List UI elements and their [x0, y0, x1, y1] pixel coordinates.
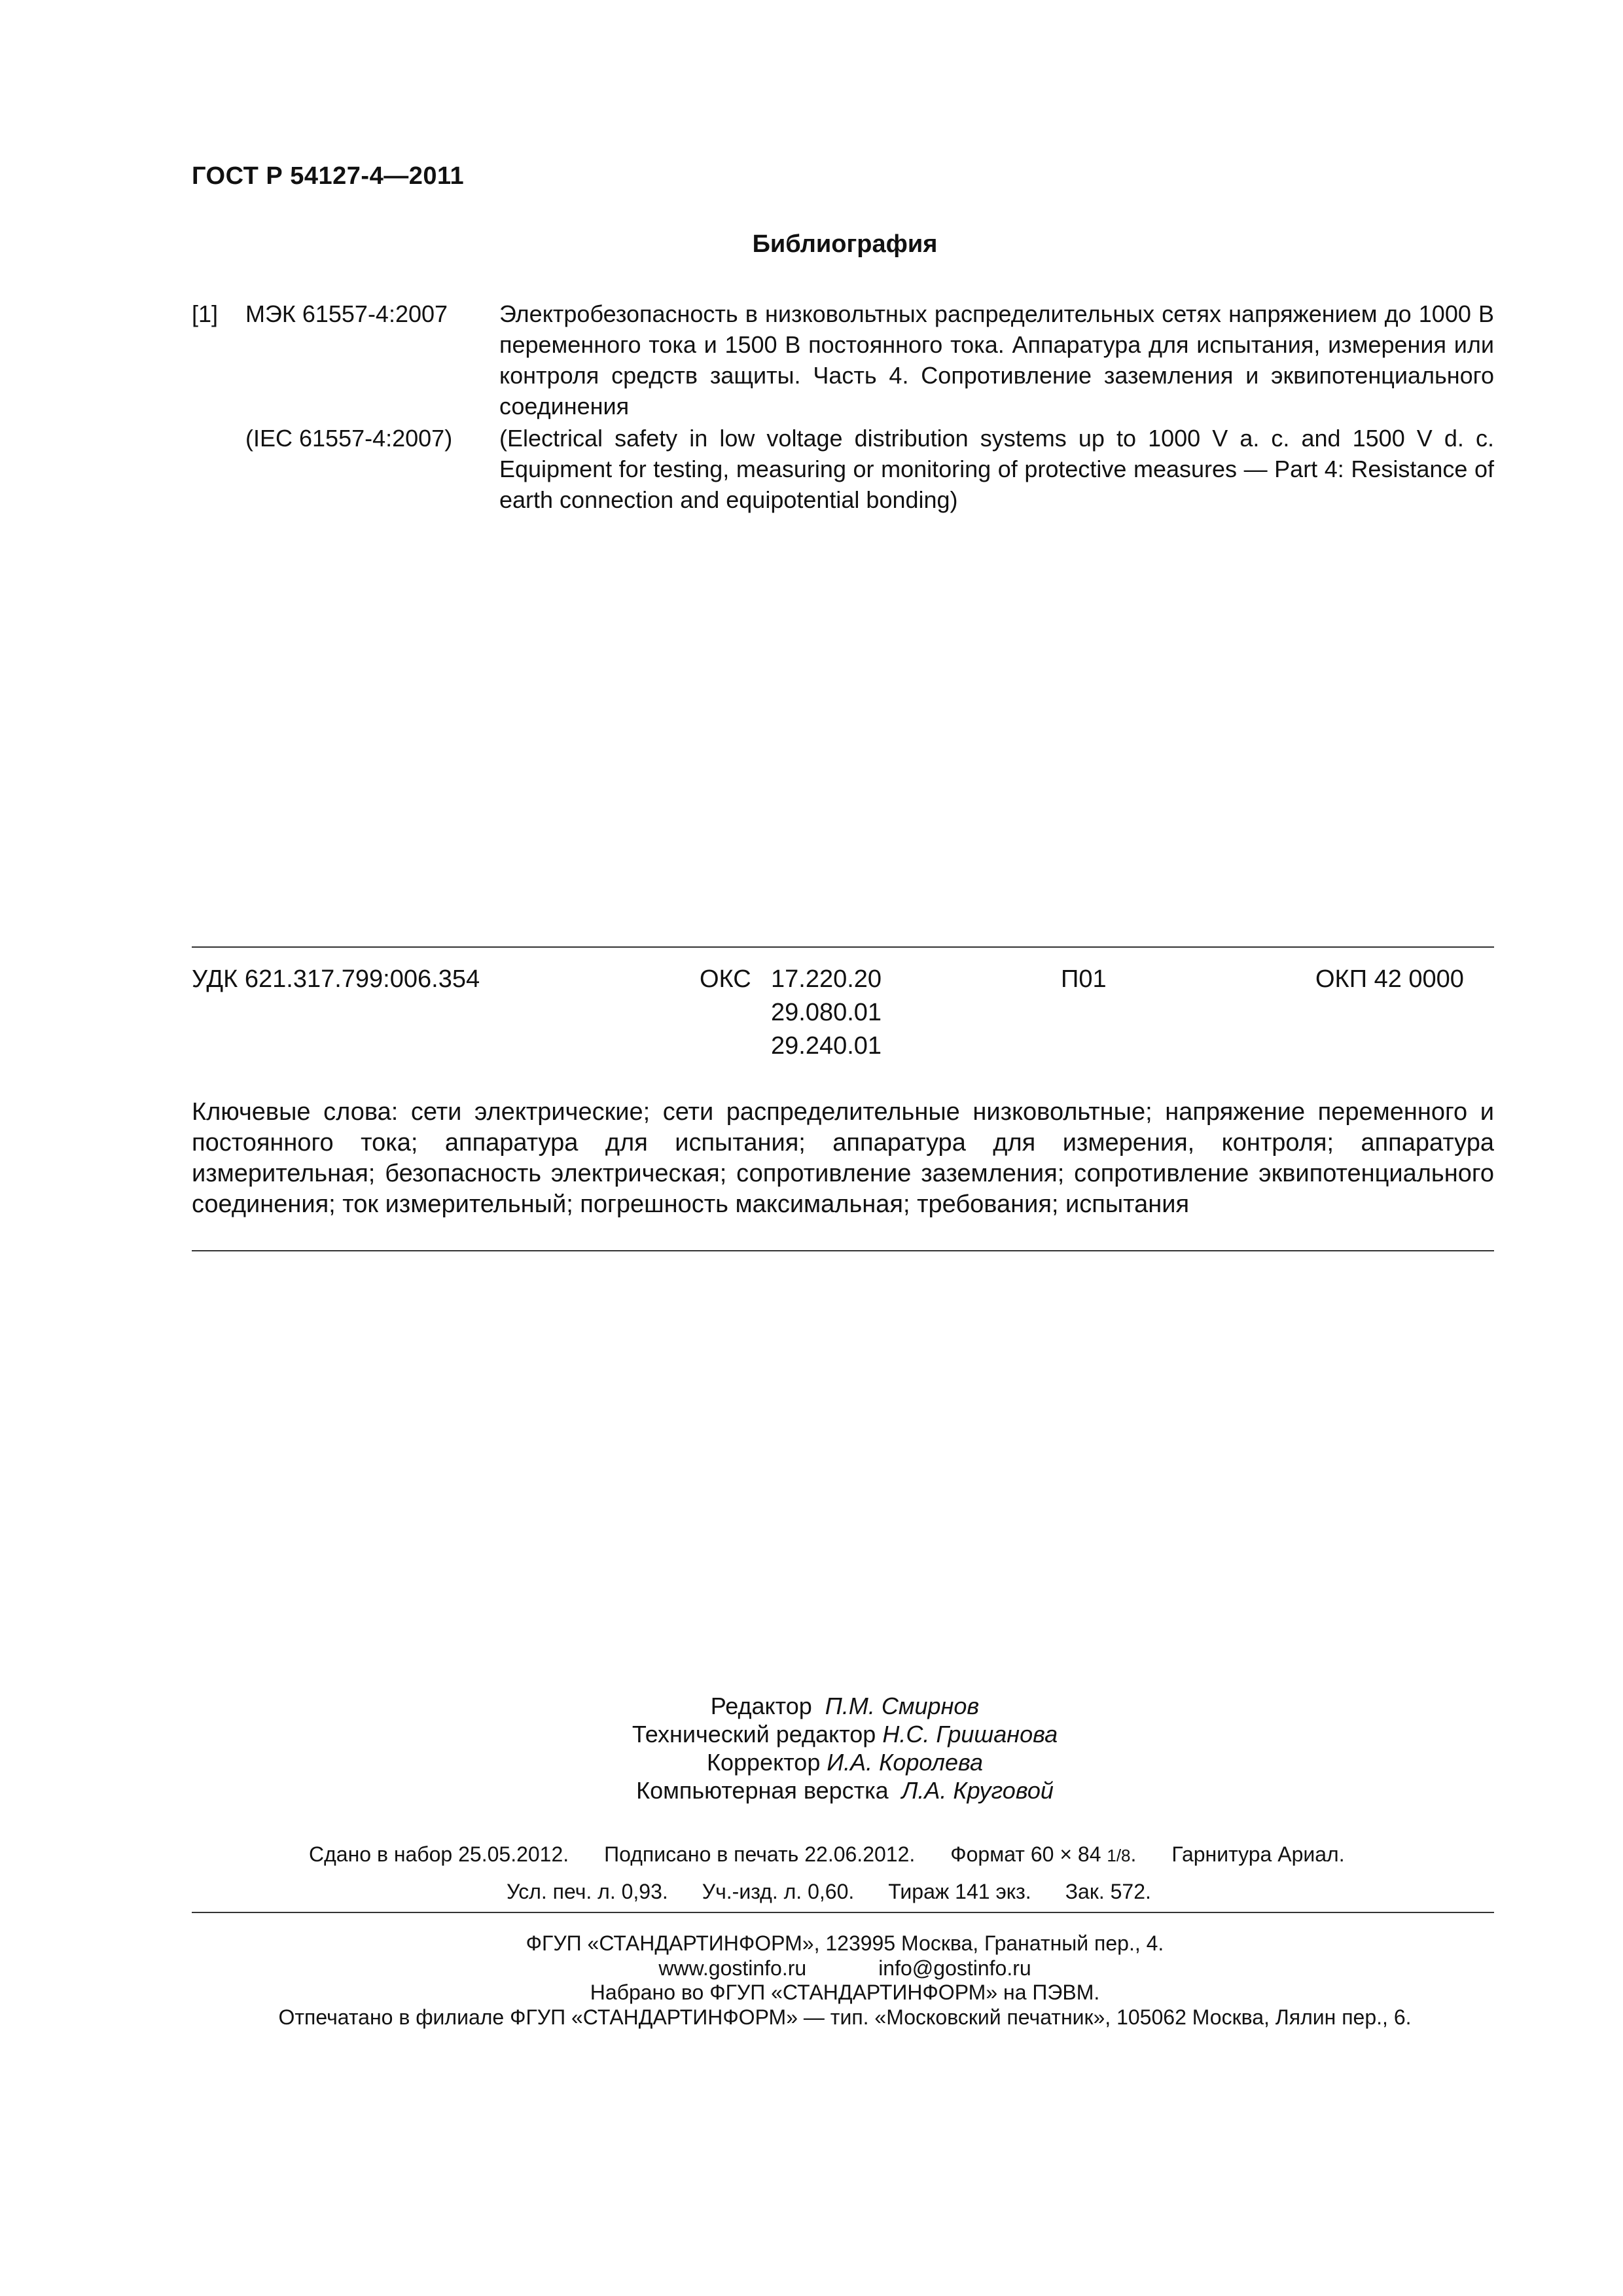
- credit-role: Редактор: [710, 1693, 812, 1719]
- usl-pech: Усл. печ. л. 0,93.: [507, 1880, 668, 1903]
- udk-code: УДК 621.317.799:006.354: [192, 965, 480, 993]
- divider: [192, 1912, 1494, 1913]
- divider: [192, 946, 1494, 948]
- oks-code: 29.240.01: [771, 1032, 882, 1060]
- credits: [0, 1692, 1623, 1804]
- oks-codes: [771, 963, 882, 1063]
- publisher-contacts: [0, 1956, 1623, 1981]
- keywords: Ключевые слова: сети электрические; сети распределительные низковольтные; напряжение переменного и постоянного тока; аппаратура для испытания; аппаратура для измерения, контроля; аппаратура измерительная; безопасность электрическая; сопротивление заземления; сопротивление эквипотенциального соединения; ток измерительный; погрешность максимальная; требования; испытания: [192, 1098, 1494, 1218]
- okp-code: ОКП 42 0000: [1315, 965, 1464, 993]
- zak: Зак. 572.: [1065, 1880, 1151, 1903]
- oks-label: ОКС: [700, 965, 751, 993]
- signed-date: Подписано в печать 22.06.2012.: [604, 1842, 916, 1866]
- credit-role: Компьютерная верстка: [636, 1777, 889, 1804]
- oks-code: 17.220.20: [771, 965, 882, 993]
- format-fraction: 1/8: [1107, 1846, 1131, 1865]
- credit-line: [0, 1692, 1623, 1720]
- font-info: Гарнитура Ариал.: [1171, 1842, 1345, 1866]
- credit-name: Н.С. Гришанова: [882, 1721, 1058, 1748]
- credit-name: Л.А. Круговой: [901, 1777, 1054, 1804]
- bibliography-title: Библиография: [752, 230, 938, 258]
- tirazh: Тираж 141 экз.: [888, 1880, 1031, 1903]
- credit-line: [0, 1776, 1623, 1804]
- credit-role: Корректор: [707, 1749, 821, 1776]
- oks-code: 29.080.01: [771, 999, 882, 1026]
- credit-line: [0, 1748, 1623, 1776]
- bibliography-entry-ref: МЭК 61557-4:2007: [245, 300, 448, 327]
- credit-role: Технический редактор: [632, 1721, 876, 1748]
- print-info-line-1: [309, 1842, 1380, 1867]
- uch-izd: Уч.-изд. л. 0,60.: [702, 1880, 855, 1903]
- credit-name: И.А. Королева: [827, 1749, 983, 1776]
- publisher-address: ФГУП «СТАНДАРТИНФОРМ», 123995 Москва, Гранатный пер., 4.: [526, 1931, 1164, 1955]
- bibliography-entry-number: [1]: [192, 300, 219, 327]
- format: Формат 60 × 84 1/8.: [950, 1842, 1137, 1866]
- bibliography-entry-text-en: (Electrical safety in low voltage distribution systems up to 1000 V a. c. and 1500 V d. c. Equipment for testing, measuring or monitoring of protective measures — Part 4: Resistance of earth connection and equipotential bonding): [499, 425, 1494, 513]
- typeset-note: Набрано во ФГУП «СТАНДАРТИНФОРМ» на ПЭВМ.: [590, 1981, 1100, 2004]
- p-code: П01: [1061, 965, 1107, 993]
- website-link[interactable]: www.gostinfo.ru: [658, 1956, 807, 1980]
- bibliography-entry-ref-en: (IEC 61557-4:2007): [245, 425, 453, 452]
- document-code: ГОСТ Р 54127-4—2011: [192, 162, 465, 190]
- bibliography-entry-text: Электробезопасность в низковольтных распределительных сетях напряжением до 1000 В переменного тока и 1500 В постоянного тока. Аппаратура для испытания, измерения или контроля средств защиты. Часть 4. Сопротивление заземления и эквипотенциального соединения: [499, 300, 1494, 420]
- credit-name: П.М. Смирнов: [825, 1693, 980, 1719]
- print-info-line-2: [507, 1880, 1185, 1904]
- printed-note: Отпечатано в филиале ФГУП «СТАНДАРТИНФОРМ» — тип. «Московский печатник», 105062 Москва, Лялин пер., 6.: [278, 2005, 1412, 2029]
- credit-line: [0, 1720, 1623, 1748]
- publisher-info: [0, 1931, 1623, 2030]
- email-link[interactable]: info@gostinfo.ru: [878, 1956, 1031, 1980]
- submitted-date: Сдано в набор 25.05.2012.: [309, 1842, 569, 1866]
- divider: [192, 1250, 1494, 1251]
